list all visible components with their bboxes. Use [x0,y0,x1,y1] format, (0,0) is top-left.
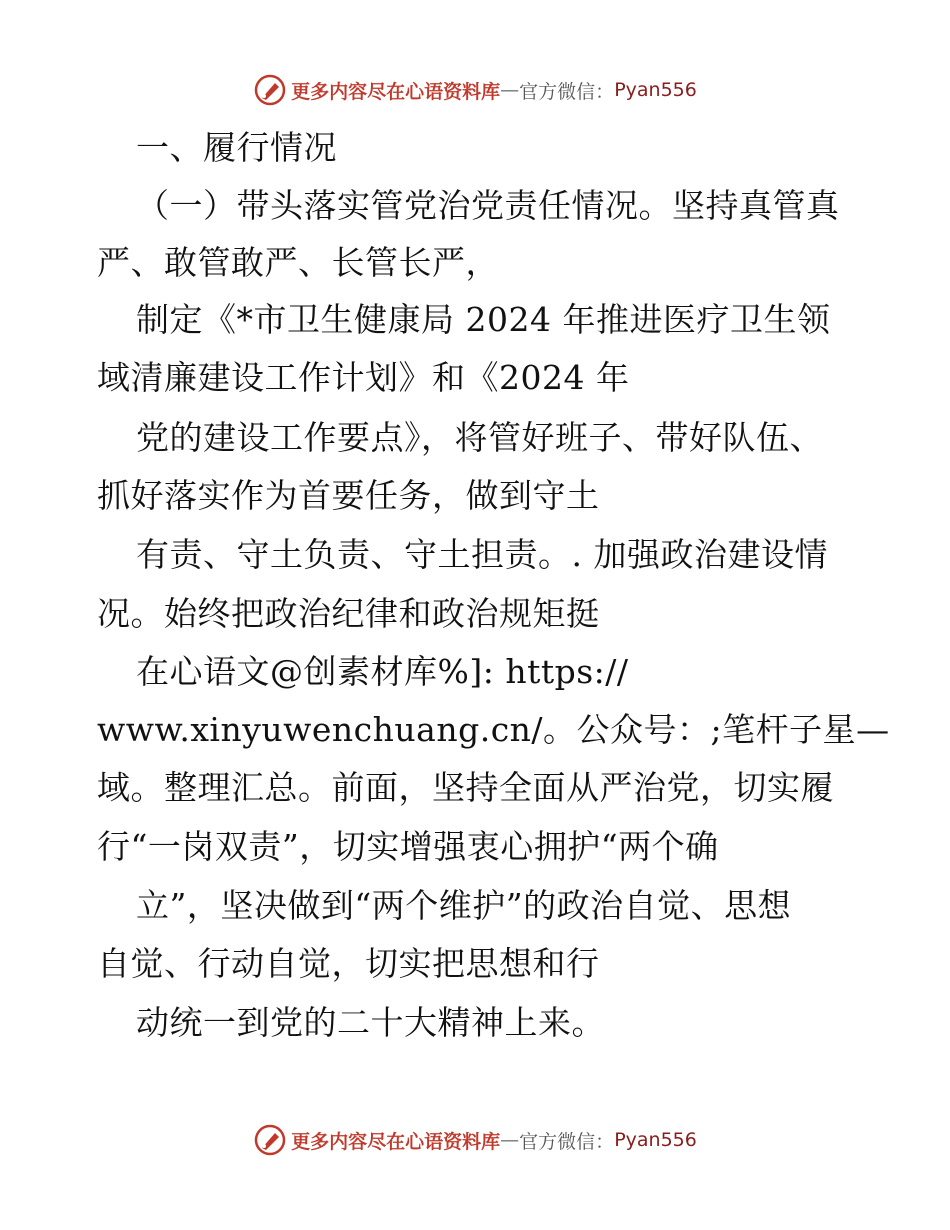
paragraph-line: 行“一岗双责”，切实增强衷心拥护“两个确 [97,827,719,866]
paragraph-line: 严、敢管敢严、长管长严， [97,243,499,282]
paragraph-line: 在心语文@创素材库%]: https:// [136,652,629,691]
paragraph-line: 有责、守土负责、守土担责。. 加强政治建设情 [136,535,828,574]
banner-wechat-handle: Pyan556 [614,79,697,101]
banner-dash: — [500,79,520,101]
paragraph-line: 抓好落实作为首要任务，做到守土 [97,476,600,515]
paragraph-line: www.xinyuwenchuang.cn/。公众号：;笔杆子星— [97,710,890,749]
paragraph-line: 制定《*市卫生健康局 2024 年推进医疗卫生领 [136,300,831,339]
banner-wechat-label: 官方微信： [519,1130,615,1153]
paragraph-line: 自觉、行动自觉，切实把思想和行 [97,944,600,983]
banner-wechat-label: 官方微信： [519,80,615,103]
paragraph-line: 动统一到党的二十大精神上来。 [136,1003,605,1042]
banner-text: 更多内容尽在心语资料库 [291,80,501,103]
paragraph-line: 立”，坚决做到“两个维护”的政治自觉、思想 [136,886,792,925]
banner-text: 更多内容尽在心语资料库 [291,1130,501,1153]
banner-dash: — [500,1129,520,1151]
footer-banner [0,1120,950,1160]
pen-nib-logo-icon [253,1123,287,1157]
paragraph-line: （一）带头落实管党治党责任情况。坚持真管真 [136,186,840,225]
paragraph-line: 域清廉建设工作计划》和《2024 年 [97,358,630,397]
paragraph-line: 域。整理汇总。前面，坚持全面从严治党，切实履 [97,768,834,807]
paragraph-line: 况。始终把政治纪律和政治规矩挺 [97,594,600,633]
banner-wechat-handle: Pyan556 [614,1129,697,1151]
paragraph-line: 党的建设工作要点》，将管好班子、带好队伍、 [136,418,823,457]
section-heading: 一、履行情况 [136,128,337,167]
